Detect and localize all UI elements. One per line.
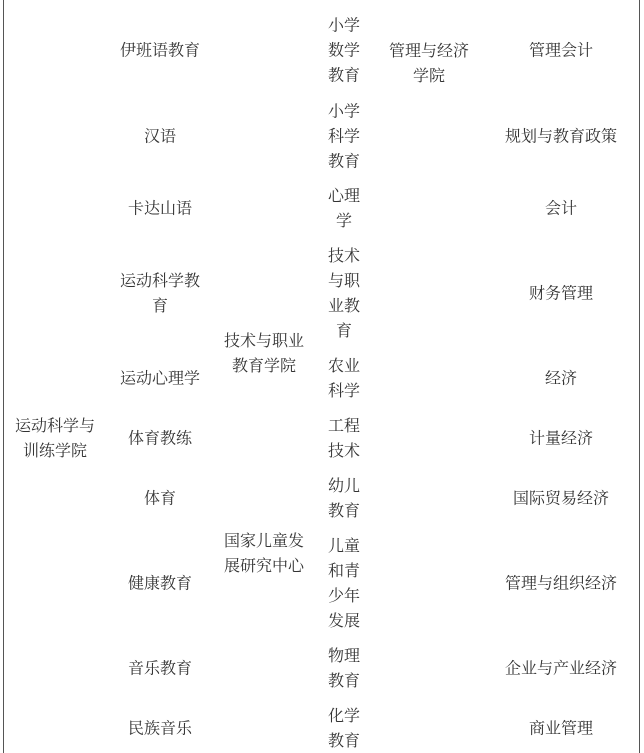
- program-cell: 运动科学教 育: [119, 271, 200, 315]
- program-cell: 体育: [143, 488, 176, 508]
- program-cell: 民族音乐: [127, 718, 192, 738]
- program-cell: 幼儿 教育: [327, 476, 360, 520]
- program-cell: 管理会计: [528, 40, 593, 60]
- program-cell: 管理与组织经济: [504, 573, 617, 593]
- program-cell: 音乐教育: [127, 658, 192, 678]
- program-cell: 化学 教育: [327, 706, 360, 750]
- program-cell: 会计: [544, 198, 577, 218]
- program-cell: 财务管理: [528, 283, 593, 303]
- program-cell: 物理 教育: [327, 646, 360, 690]
- program-cell: 计量经济: [528, 428, 593, 448]
- program-cell: 伊班语教育: [119, 40, 200, 60]
- program-cell: 健康教育: [127, 573, 192, 593]
- program-cell: 经济: [544, 368, 577, 388]
- program-cell: 卡达山语: [127, 198, 192, 218]
- program-cell: 运动心理学: [119, 368, 200, 388]
- program-cell: 农业 科学: [327, 356, 360, 400]
- school-cell: 技术与职业 教育学院: [223, 331, 304, 375]
- program-cell: 体育教练: [127, 428, 192, 448]
- table-left-border: [3, 0, 4, 753]
- program-cell: 小学 科学 教育: [327, 101, 360, 171]
- school-cell: 运动科学与 训练学院: [14, 416, 95, 460]
- program-cell: 商业管理: [528, 718, 593, 738]
- program-cell: 工程 技术: [327, 416, 360, 460]
- program-cell: 小学 数学 教育: [327, 15, 360, 85]
- school-cell: 国家儿童发 展研究中心: [223, 531, 304, 575]
- table-right-border: [639, 0, 640, 753]
- program-cell: 汉语: [143, 126, 176, 146]
- program-cell: 国际贸易经济: [512, 488, 609, 508]
- program-cell: 技术 与职 业教 育: [327, 246, 360, 340]
- school-cell: 管理与经济 学院: [388, 41, 469, 85]
- program-cell: 心理 学: [327, 186, 360, 230]
- program-cell: 企业与产业经济: [504, 658, 617, 678]
- program-cell: 规划与教育政策: [504, 126, 617, 146]
- program-cell: 儿童 和青 少年 发展: [327, 536, 360, 630]
